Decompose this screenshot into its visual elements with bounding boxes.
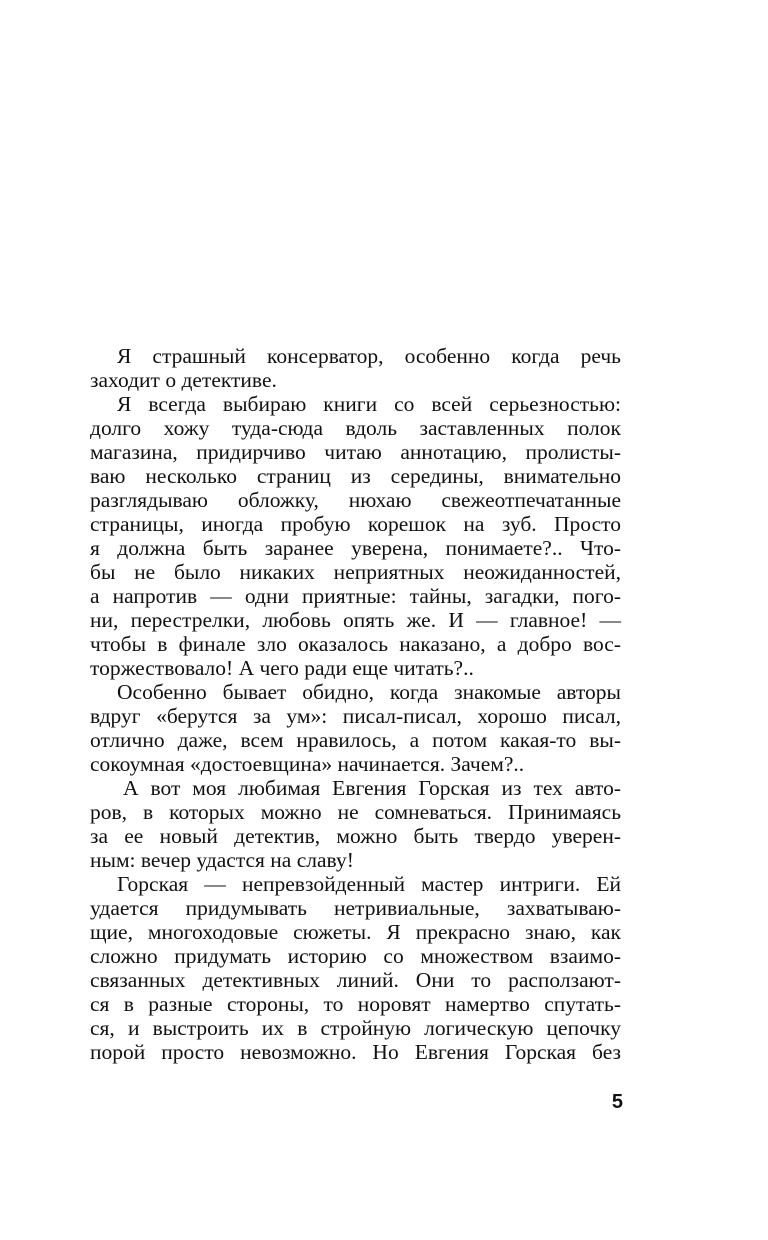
text-line: связанных детективных линий. Они то расползают- — [90, 968, 621, 992]
text-line: Особенно бывает обидно, когда знакомые авторы — [117, 680, 621, 704]
paragraph-2 — [90, 392, 621, 680]
text-line: вдруг «берутся за ум»: писал-писал, хорошо писал, — [90, 704, 621, 728]
text-line: ров, в которых можно не сомневаться. Принимаясь — [90, 800, 621, 824]
text-line: разглядываю обложку, нюхаю свежеотпечатанные — [90, 488, 621, 512]
text-line: сокоумная «достоевщина» начинается. Зачем?.. — [90, 752, 525, 776]
text-line: порой просто невозможно. Но Евгения Горская без — [90, 1040, 621, 1064]
text-line: Горская — непревзойденный мастер интриги. Ей — [117, 872, 621, 896]
text-line: торжествовало! А чего ради еще читать?.. — [90, 656, 474, 680]
page-number: 5 — [611, 1091, 623, 1113]
text-line: ным: вечер удастся на славу! — [90, 848, 354, 872]
text-line: удается придумывать нетривиальные, захватываю- — [90, 896, 621, 920]
paragraph-1 — [90, 344, 621, 392]
text-line: страницы, иногда пробую корешок на зуб. Просто — [90, 512, 621, 536]
text-line: долго хожу туда-сюда вдоль заставленных полок — [90, 416, 621, 440]
text-line: ни, перестрелки, любовь опять же. И — главное! — — [90, 608, 621, 632]
text-line: щие, многоходовые сюжеты. Я прекрасно знаю, как — [90, 920, 621, 944]
paragraph-3 — [90, 680, 621, 776]
paragraph-4 — [90, 776, 621, 872]
text-line: отлично даже, всем нравилось, а потом какая-то вы- — [90, 728, 621, 752]
text-line: бы не было никаких неприятных неожиданностей, — [90, 560, 621, 584]
paragraph-5 — [90, 872, 621, 1064]
text-line: магазина, придирчиво читаю аннотацию, пролисты- — [90, 440, 621, 464]
text-line: заходит о детективе. — [90, 368, 277, 392]
text-line: Я страшный консерватор, особенно когда речь — [117, 344, 621, 368]
text-line: я должна быть заранее уверена, понимаете?.. Что- — [90, 536, 621, 560]
text-line: ваю несколько страниц из середины, внимательно — [90, 464, 621, 488]
text-line: ся в разные стороны, то норовят намертво спутать- — [90, 992, 621, 1016]
text-line: ся, и выстроить их в стройную логическую цепочку — [90, 1016, 621, 1040]
text-line: чтобы в финале зло оказалось наказано, а добро вос- — [90, 632, 621, 656]
text-line: а напротив — одни приятные: тайны, загадки, пого- — [90, 584, 621, 608]
text-line: А вот моя любимая Евгения Горская из тех авто- — [123, 776, 621, 800]
text-line: Я всегда выбираю книги со всей серьезностью: — [117, 392, 621, 416]
text-line: сложно придумать историю со множеством взаимо- — [90, 944, 621, 968]
body-text — [90, 344, 621, 1064]
text-line: за ее новый детектив, можно быть твердо уверен- — [90, 824, 621, 848]
